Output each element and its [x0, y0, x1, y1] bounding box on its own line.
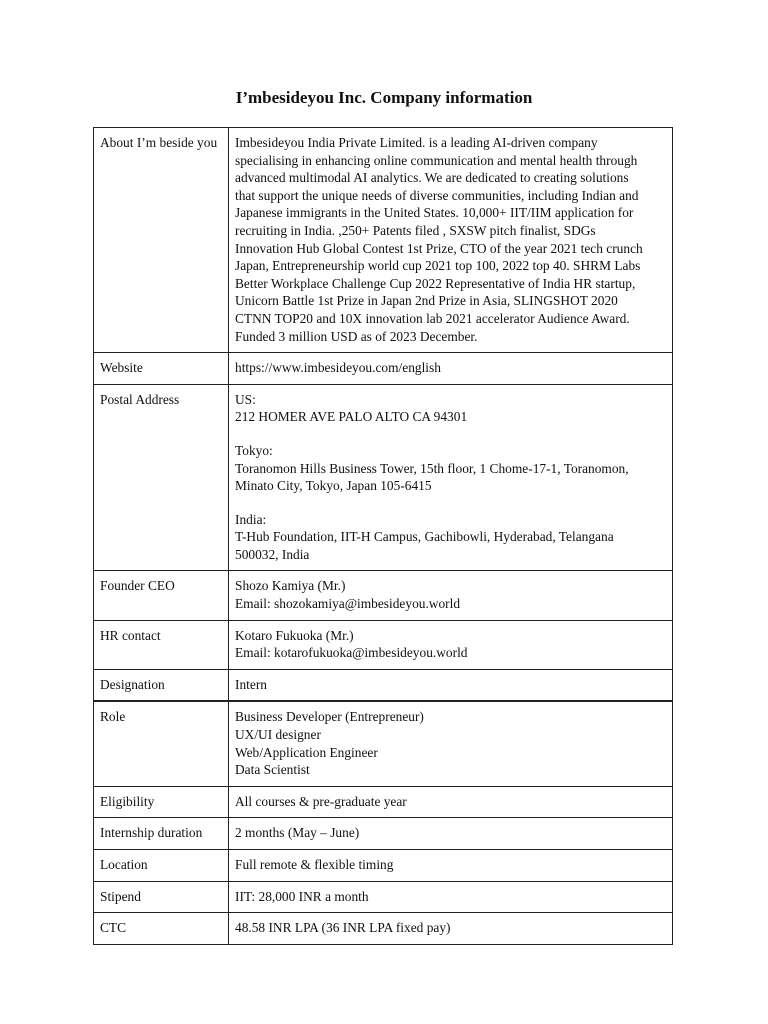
row-label-cell: [94, 850, 229, 882]
row-value-cell: [229, 620, 673, 669]
row-label-cell: [94, 818, 229, 850]
row-value-line: Funded 3 million USD as of 2023 December.: [235, 328, 478, 344]
row-value-cell: [229, 571, 673, 620]
row-value-line: US:: [235, 391, 256, 407]
row-label: Founder CEO: [100, 578, 175, 594]
row-value-line: Tokyo:: [235, 442, 273, 458]
table-row: [94, 786, 673, 818]
table-row: [94, 128, 673, 353]
row-value-cell: [229, 786, 673, 818]
row-value-line: Japan, Entrepreneurship world cup 2021 top 100, 2022 top 40. SHRM Labs: [235, 258, 641, 274]
table-row: [94, 881, 673, 913]
row-value-line: specialising in enhancing online communication and mental health through: [235, 152, 638, 168]
company-info-table: [93, 127, 673, 945]
row-value-line: Data Scientist: [235, 762, 310, 778]
row-value-line: 48.58 INR LPA (36 INR LPA fixed pay): [235, 920, 451, 936]
table-row: [94, 818, 673, 850]
row-value-cell: [229, 669, 673, 701]
blank-line: [235, 426, 666, 442]
row-label-cell: [94, 620, 229, 669]
table-row: [94, 571, 673, 620]
row-value-line: Imbesideyou India Private Limited. is a leading AI-driven company: [235, 135, 598, 150]
row-value-line: India:: [235, 511, 267, 527]
row-value-cell: [229, 881, 673, 913]
row-label: Role: [100, 709, 126, 725]
row-value-line: Toranomon Hills Business Tower, 15th floor, 1 Chome-17-1, Toranomon,: [235, 460, 629, 476]
table-row: [94, 669, 673, 701]
row-value-cell: [229, 701, 673, 786]
row-value-cell: [229, 913, 673, 945]
row-value-line: Email: kotarofukuoka@imbesideyou.world: [235, 645, 468, 661]
row-value-line: Japanese immigrants in the United States. 10,000+ IIT/IIM application for: [235, 205, 634, 221]
row-value-line: T-Hub Foundation, IIT-H Campus, Gachibowli, Hyderabad, Telangana: [235, 529, 614, 545]
row-label: Internship duration: [100, 825, 203, 841]
row-value-line: Intern: [235, 676, 267, 692]
row-value-line: UX/UI designer: [235, 727, 321, 743]
row-label-cell: [94, 353, 229, 385]
row-value-line: recruiting in India. ,250+ Patents filed , SXSW pitch finalist, SDGs: [235, 222, 596, 238]
row-label-cell: [94, 786, 229, 818]
row-value-line: Web/Application Engineer: [235, 744, 378, 760]
row-value-line: Minato City, Tokyo, Japan 105-6415: [235, 478, 432, 494]
row-value-line: that support the unique needs of diverse communities, including Indian and: [235, 187, 639, 203]
row-value-line: All courses & pre-graduate year: [235, 793, 407, 809]
row-value-cell: [229, 128, 673, 353]
row-label-cell: [94, 571, 229, 620]
row-label-cell: [94, 128, 229, 353]
table-row: [94, 701, 673, 786]
row-value-cell: [229, 384, 673, 571]
table-row: [94, 353, 673, 385]
row-label-cell: [94, 669, 229, 701]
table-row: [94, 850, 673, 882]
row-value-line: 500032, India: [235, 546, 310, 562]
document-title: I’mbesideyou Inc. Company information: [235, 88, 533, 107]
row-value-line: 2 months (May – June): [235, 825, 360, 841]
row-value-line: Email: shozokamiya@imbesideyou.world: [235, 596, 461, 612]
row-label: Designation: [100, 676, 165, 692]
table-row: [94, 620, 673, 669]
row-label-cell: [94, 881, 229, 913]
blank-line: [235, 495, 666, 511]
row-value-line: IIT: 28,000 INR a month: [235, 888, 369, 904]
row-label: About I’m beside you: [100, 135, 218, 150]
row-label: Location: [100, 857, 148, 872]
row-value-line: Better Workplace Challenge Cup 2022 Representative of India HR startup,: [235, 275, 636, 291]
row-label: HR contact: [100, 627, 161, 643]
row-value-cell: [229, 850, 673, 882]
company-info-table-body: [94, 128, 673, 945]
row-label: Eligibility: [100, 793, 155, 809]
row-label: Website: [100, 360, 143, 376]
row-value-cell: [229, 353, 673, 385]
row-label: Stipend: [100, 888, 141, 904]
row-label: CTC: [100, 920, 127, 936]
row-value-line: Business Developer (Entrepreneur): [235, 709, 424, 725]
row-value-line: Shozo Kamiya (Mr.): [235, 578, 346, 594]
row-label: Postal Address: [100, 391, 180, 407]
table-row: [94, 913, 673, 945]
row-value-line: https://www.imbesideyou.com/english: [235, 360, 441, 376]
row-value-line: advanced multimodal AI analytics. We are dedicated to creating solutions: [235, 170, 629, 186]
row-value-line: Full remote & flexible timing: [235, 857, 394, 872]
row-label-cell: [94, 913, 229, 945]
row-value-line: 212 HOMER AVE PALO ALTO CA 94301: [235, 409, 468, 425]
row-label-cell: [94, 701, 229, 786]
row-value-line: Innovation Hub Global Contest 1st Prize, CTO of the year 2021 tech crunch: [235, 240, 643, 256]
row-value-cell: [229, 818, 673, 850]
row-value-line: Unicorn Battle 1st Prize in Japan 2nd Prize in Asia, SLINGSHOT 2020: [235, 293, 618, 309]
row-value-line: CTNN TOP20 and 10X innovation lab 2021 accelerator Audience Award.: [235, 310, 630, 326]
row-label-cell: [94, 384, 229, 571]
row-value-line: Kotaro Fukuoka (Mr.): [235, 627, 354, 643]
table-row: [94, 384, 673, 571]
